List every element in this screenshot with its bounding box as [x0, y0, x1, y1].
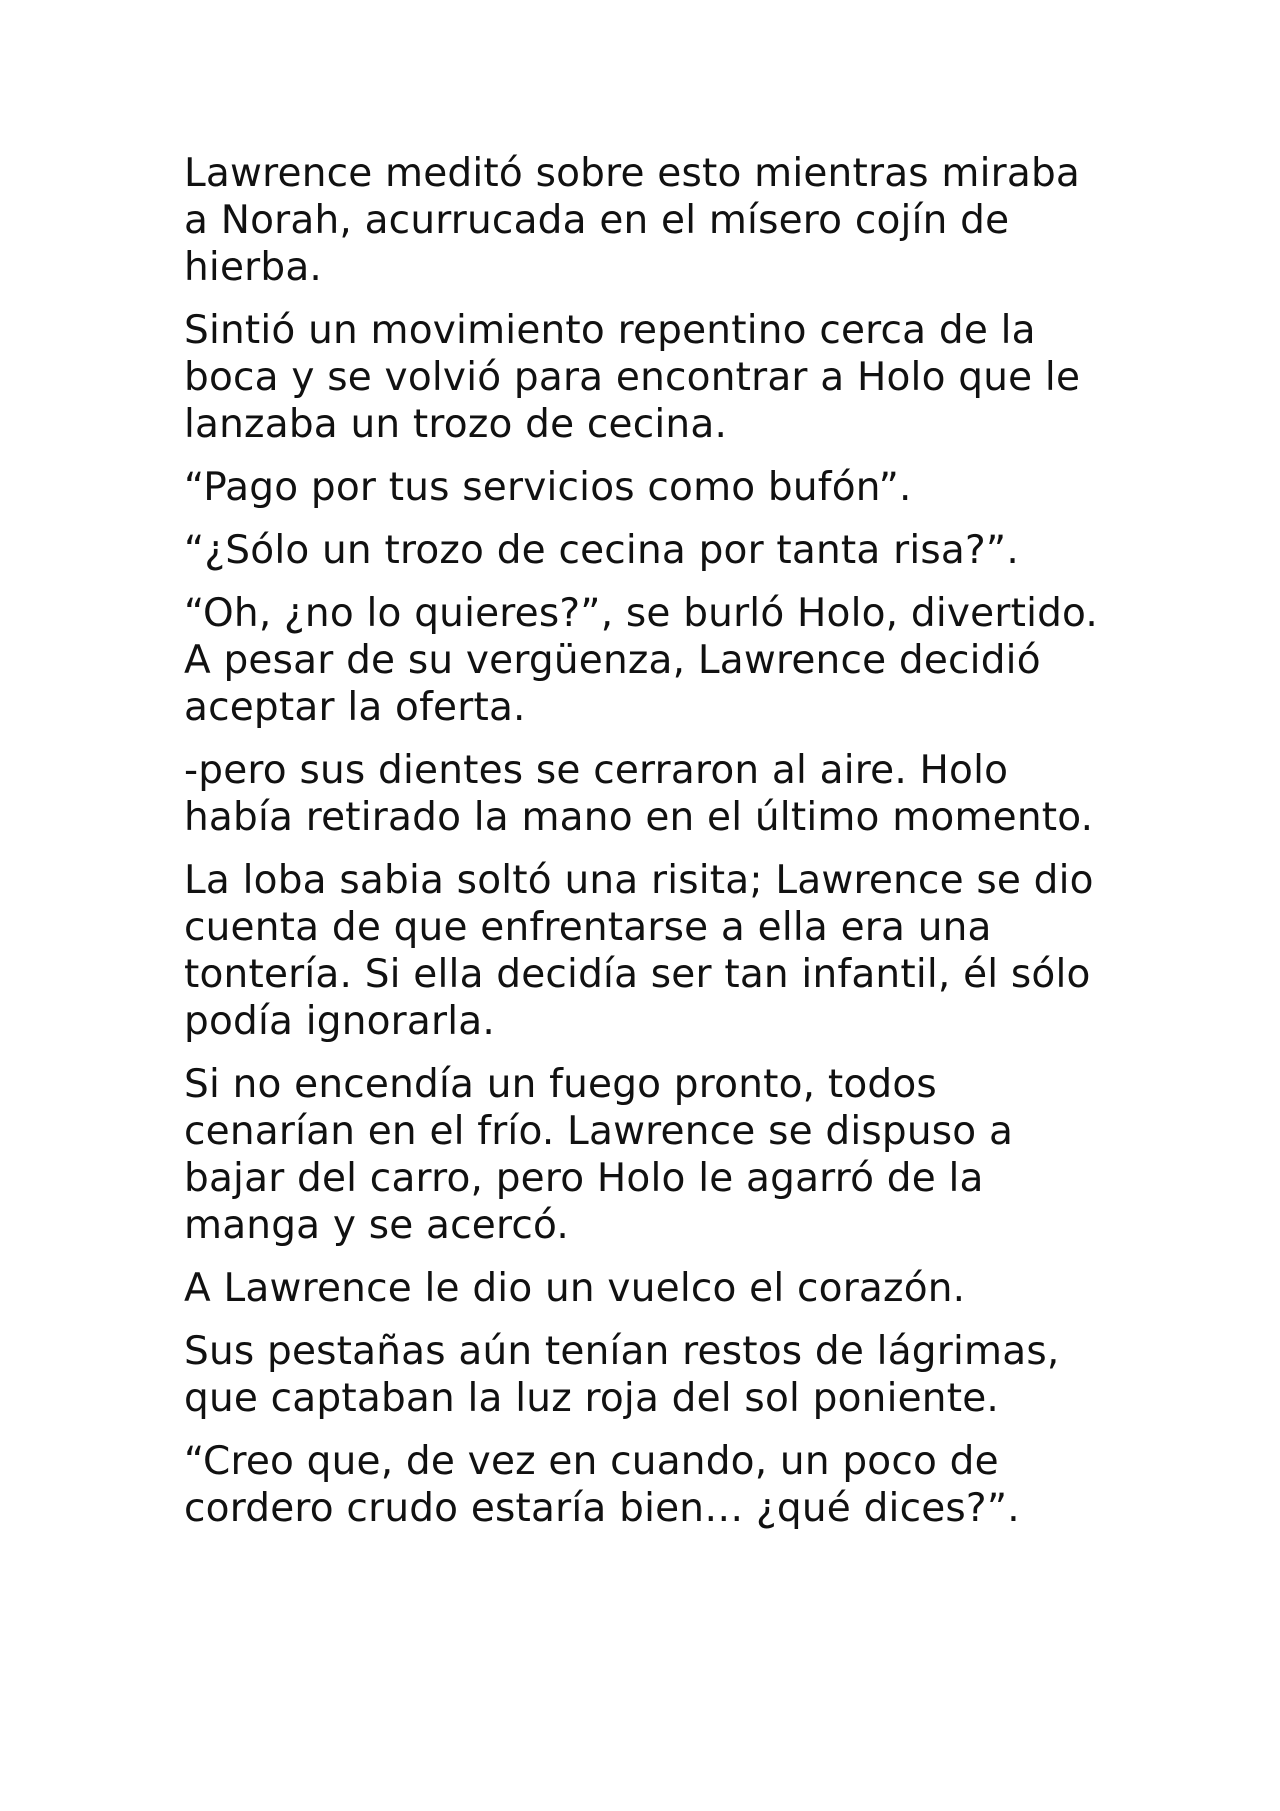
text-line: Lawrence meditó sobre esto mientras miraba — [184, 151, 1081, 196]
text-line: hierba. — [184, 245, 323, 290]
text-line: A Lawrence le dio un vuelco el corazón. — [184, 1266, 966, 1311]
text-line: había retirado la mano en el último momento. — [184, 795, 1094, 840]
text-line: cordero crudo estaría bien… ¿qué dices?”. — [184, 1486, 1020, 1531]
text-line: tontería. Si ella decidía ser tan infantil, él sólo — [184, 952, 1091, 997]
paragraph-2 — [184, 307, 1114, 448]
text-line: podía ignorarla. — [184, 999, 495, 1044]
text-line: cenarían en el frío. Lawrence se dispuso a — [184, 1109, 1014, 1154]
paragraph-4 — [184, 527, 1114, 574]
paragraph-9 — [184, 1265, 1114, 1312]
text-line: Sus pestañas aún tenían restos de lágrimas, — [184, 1329, 1060, 1374]
paragraph-7 — [184, 857, 1114, 1045]
paragraph-8 — [184, 1061, 1114, 1249]
paragraph-11 — [184, 1438, 1114, 1532]
text-line: que captaban la luz roja del sol poniente. — [184, 1376, 1000, 1421]
text-line: boca y se volvió para encontrar a Holo que le — [184, 355, 1081, 400]
text-line: “Creo que, de vez en cuando, un poco de — [184, 1439, 999, 1484]
paragraph-6 — [184, 747, 1114, 841]
paragraph-10 — [184, 1328, 1114, 1422]
text-line: A pesar de su vergüenza, Lawrence decidió — [184, 638, 1041, 683]
text-line: La loba sabia soltó una risita; Lawrence se dio — [184, 858, 1094, 903]
document-page — [184, 150, 1114, 1548]
text-line: Sintió un movimiento repentino cerca de la — [184, 308, 1036, 353]
text-line: lanzaba un trozo de cecina. — [184, 402, 728, 447]
text-line: bajar del carro, pero Holo le agarró de la — [184, 1156, 984, 1201]
paragraph-5 — [184, 590, 1114, 731]
text-line: a Norah, acurrucada en el mísero cojín de — [184, 198, 1010, 243]
text-line: “Oh, ¿no lo quieres?”, se burló Holo, divertido. — [184, 591, 1099, 636]
paragraph-3 — [184, 464, 1114, 511]
text-line: -pero sus dientes se cerraron al aire. Holo — [184, 748, 1009, 793]
text-line: aceptar la oferta. — [184, 685, 526, 730]
text-line: Si no encendía un fuego pronto, todos — [184, 1062, 937, 1107]
text-line: “¿Sólo un trozo de cecina por tanta risa?”. — [184, 528, 1019, 573]
text-line: manga y se acercó. — [184, 1203, 569, 1248]
paragraph-1 — [184, 150, 1114, 291]
text-line: cuenta de que enfrentarse a ella era una — [184, 905, 992, 950]
text-line: “Pago por tus servicios como bufón”. — [184, 465, 912, 510]
